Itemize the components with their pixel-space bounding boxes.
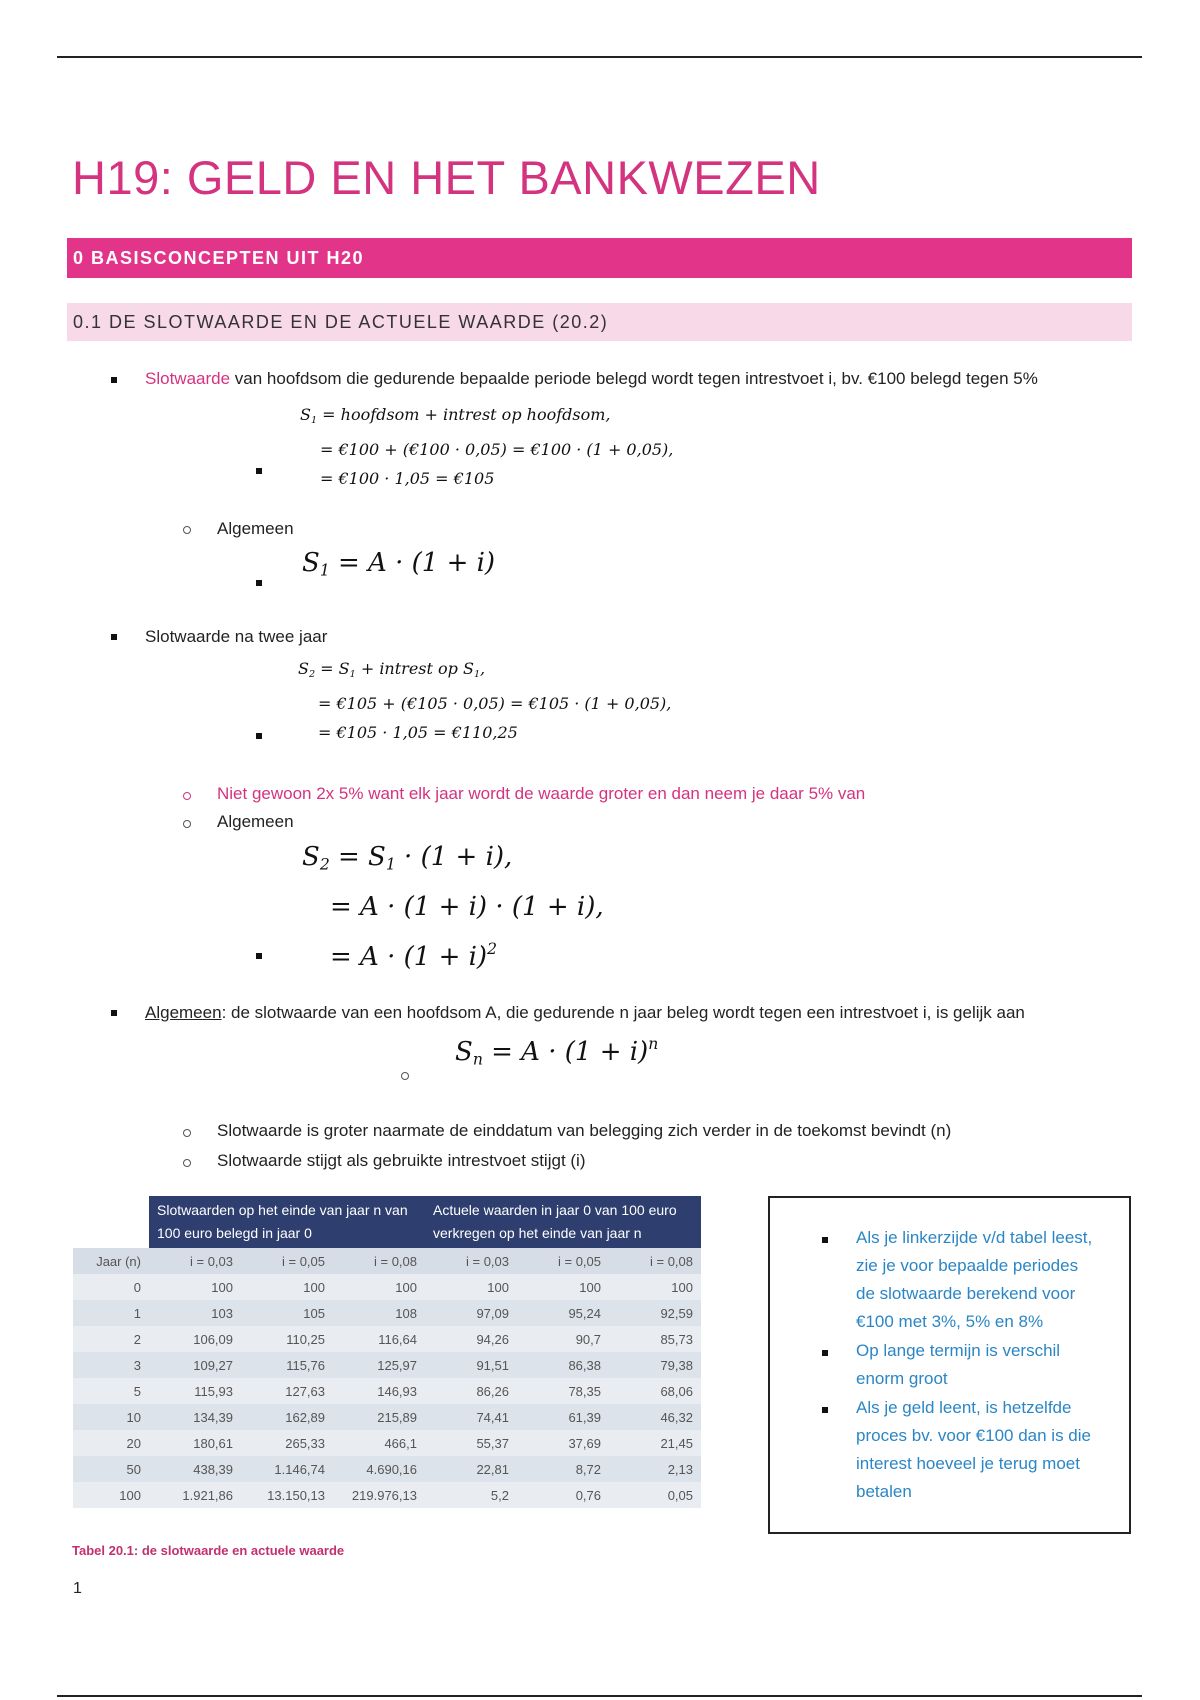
table-cell-year: 5 <box>73 1378 149 1404</box>
bullet-square <box>111 377 117 383</box>
table-corner <box>73 1196 149 1248</box>
table-cell: 116,64 <box>333 1326 425 1352</box>
bullet-circle <box>183 820 191 828</box>
table-cell: 180,61 <box>149 1430 241 1456</box>
box-line: enorm groot <box>856 1369 948 1388</box>
bullet-circle <box>183 526 191 534</box>
table-cell: 115,76 <box>241 1352 333 1378</box>
bullet-text: : de slotwaarde van een hoofdsom A, die gedurende n jaar beleg wordt tegen een intrestvoet i, is gelijk aan <box>221 1003 1025 1022</box>
sub-point-n: Slotwaarde is groter naarmate de einddatum van belegging zich verder in de toekomst bevindt (n) <box>217 1121 952 1140</box>
table-cell: 61,39 <box>517 1404 609 1430</box>
table-cell: 108 <box>333 1300 425 1326</box>
bullet-square <box>822 1237 828 1243</box>
bullet-circle <box>183 1159 191 1167</box>
bullet-square <box>256 953 262 959</box>
box-line: interest hoeveel je terug moet <box>856 1454 1080 1473</box>
table-cell-year: 3 <box>73 1352 149 1378</box>
col-header: i = 0,03 <box>149 1248 241 1274</box>
table-cell: 219.976,13 <box>333 1482 425 1508</box>
table-cell: 109,27 <box>149 1352 241 1378</box>
table-cell: 37,69 <box>517 1430 609 1456</box>
table-cell: 92,59 <box>609 1300 701 1326</box>
table-cell: 100 <box>517 1274 609 1300</box>
bullet-square <box>256 733 262 739</box>
box-line: €100 met 3%, 5% en 8% <box>856 1312 1044 1331</box>
table-row <box>73 1274 701 1300</box>
table-cell-year: 0 <box>73 1274 149 1300</box>
table-cell: 22,81 <box>425 1456 517 1482</box>
bullet-text: van hoofdsom die gedurende bepaalde periode belegd wordt tegen intrestvoet i, bv. €100 belegd tegen 5% <box>230 369 1038 388</box>
box-line: Op lange termijn is verschil <box>856 1341 1061 1360</box>
bullet-circle <box>183 1129 191 1137</box>
term-slotwaarde: Slotwaarde <box>145 369 231 388</box>
table-cell: 134,39 <box>149 1404 241 1430</box>
table-cell: 68,06 <box>609 1378 701 1404</box>
page-number: 1 <box>73 1580 82 1597</box>
bullet-square <box>111 634 117 640</box>
box-line: Als je linkerzijde v/d tabel leest, <box>856 1228 1093 1247</box>
table-cell: 86,38 <box>517 1352 609 1378</box>
table-cell: 0,05 <box>609 1482 701 1508</box>
box-line: Als je geld leent, is hetzelfde <box>856 1398 1072 1417</box>
table-cell: 91,51 <box>425 1352 517 1378</box>
col-year-header: Jaar (n) <box>73 1248 149 1274</box>
table-cell: 106,09 <box>149 1326 241 1352</box>
bullet-square <box>822 1350 828 1356</box>
formula-sn-general: $S_n = A \cdot (1 + i)^n$ <box>455 1035 659 1069</box>
table-cell: 127,63 <box>241 1378 333 1404</box>
table-row <box>73 1404 701 1430</box>
table-cell-year: 20 <box>73 1430 149 1456</box>
top-rule <box>57 56 1142 58</box>
box-line: proces bv. voor €100 dan is die <box>856 1426 1091 1445</box>
box-line: betalen <box>856 1482 912 1501</box>
table-cell: 79,38 <box>609 1352 701 1378</box>
table-cell: 2,13 <box>609 1456 701 1482</box>
bullet-algemeen <box>145 1003 1025 1023</box>
table-row <box>73 1456 701 1482</box>
table-cell: 4.690,16 <box>333 1456 425 1482</box>
pink-note: Niet gewoon 2x 5% want elk jaar wordt de waarde groter en dan neem je daar 5% van <box>217 784 866 803</box>
table-cell: 125,97 <box>333 1352 425 1378</box>
table-cell: 466,1 <box>333 1430 425 1456</box>
table-cell: 86,26 <box>425 1378 517 1404</box>
table-cell: 5,2 <box>425 1482 517 1508</box>
table-cell: 110,25 <box>241 1326 333 1352</box>
table-cell: 215,89 <box>333 1404 425 1430</box>
table-cell-year: 1 <box>73 1300 149 1326</box>
table-cell: 90,7 <box>517 1326 609 1352</box>
table-cell: 1.921,86 <box>149 1482 241 1508</box>
formula-s1-derivation: $S_1$ = hoofdsom + intrest op hoofdsom, = €100 + (€100 · 0,05) = €100 · (1 + 0,05), = €100 · 1,05 = €105 <box>300 405 674 488</box>
page-title: H19: GELD EN HET BANKWEZEN <box>72 151 821 204</box>
table-row <box>73 1300 701 1326</box>
formula-s1-general: $S_1 = A \cdot (1 + i)$ <box>302 548 496 580</box>
table-cell: 100 <box>149 1274 241 1300</box>
table-cell: 95,24 <box>517 1300 609 1326</box>
table-cell: 8,72 <box>517 1456 609 1482</box>
table-cell: 100 <box>425 1274 517 1300</box>
bullet-square <box>111 1010 117 1016</box>
table-row <box>73 1430 701 1456</box>
col-header: i = 0,08 <box>609 1248 701 1274</box>
table-cell-year: 100 <box>73 1482 149 1508</box>
sub-point-i: Slotwaarde stijgt als gebruikte intrestvoet stijgt (i) <box>217 1151 586 1170</box>
col-header: i = 0,05 <box>517 1248 609 1274</box>
col-header: i = 0,03 <box>425 1248 517 1274</box>
table-cell: 13.150,13 <box>241 1482 333 1508</box>
table-cell: 146,93 <box>333 1378 425 1404</box>
table-cell: 100 <box>609 1274 701 1300</box>
table-cell: 265,33 <box>241 1430 333 1456</box>
table-cell: 97,09 <box>425 1300 517 1326</box>
bullet-square <box>256 468 262 474</box>
formula-s2-general: $S_2 = S_1 \cdot (1 + i)$, = A · (1 + i) · (1 + i), = $A \cdot (1 + i)^2$ <box>302 842 604 972</box>
algemeen-label: Algemeen <box>217 812 294 831</box>
table-cell: 115,93 <box>149 1378 241 1404</box>
table-cell: 103 <box>149 1300 241 1326</box>
table-cell: 21,45 <box>609 1430 701 1456</box>
slotwaarde-table <box>73 1196 701 1508</box>
bullet-circle <box>183 792 191 800</box>
box-line: de slotwaarde berekend voor <box>856 1284 1076 1303</box>
table-row <box>73 1352 701 1378</box>
formula-s2-derivation: $S_2 = S_1$ + intrest op $S_1$, = €105 + (€105 · 0,05) = €105 · (1 + 0,05), = €105 · 1,05 = €110,25 <box>298 659 672 742</box>
table-cell-year: 10 <box>73 1404 149 1430</box>
table-cell: 438,39 <box>149 1456 241 1482</box>
note-box <box>768 1196 1131 1534</box>
table-cell: 1.146,74 <box>241 1456 333 1482</box>
table-cell: 78,35 <box>517 1378 609 1404</box>
table-cell: 74,41 <box>425 1404 517 1430</box>
table-cell: 100 <box>241 1274 333 1300</box>
table-cell: 162,89 <box>241 1404 333 1430</box>
table-group-header: Slotwaarden op het einde van jaar n van 100 euro belegd in jaar 0 <box>149 1196 425 1248</box>
table-row <box>73 1482 701 1508</box>
algemeen-label: Algemeen <box>217 519 294 538</box>
bullet-square <box>822 1407 828 1413</box>
bullet-circle <box>401 1072 409 1080</box>
table-cell: 0,76 <box>517 1482 609 1508</box>
col-header: i = 0,08 <box>333 1248 425 1274</box>
table-cell: 100 <box>333 1274 425 1300</box>
table-cell: 46,32 <box>609 1404 701 1430</box>
col-header: i = 0,05 <box>241 1248 333 1274</box>
bullet-twee-jaar: Slotwaarde na twee jaar <box>145 627 328 646</box>
table-caption: Tabel 20.1: de slotwaarde en actuele waarde <box>72 1543 345 1558</box>
table-cell: 85,73 <box>609 1326 701 1352</box>
table-cell-year: 2 <box>73 1326 149 1352</box>
table-subheader <box>73 1248 701 1274</box>
section-heading: 0 BASISCONCEPTEN UIT H20 <box>67 238 1132 278</box>
table-cell: 55,37 <box>425 1430 517 1456</box>
table-group-header: Actuele waarden in jaar 0 van 100 euro verkregen op het einde van jaar n <box>425 1196 701 1248</box>
table-row <box>73 1326 701 1352</box>
subsection-heading: 0.1 DE SLOTWAARDE EN DE ACTUELE WAARDE (20.2) <box>67 303 1132 341</box>
table-cell-year: 50 <box>73 1456 149 1482</box>
bullet-square <box>256 580 262 586</box>
bullet-slotwaarde <box>145 369 1038 389</box>
box-line: zie je voor bepaalde periodes <box>856 1256 1079 1275</box>
table-row <box>73 1378 701 1404</box>
bottom-rule <box>57 1695 1142 1697</box>
table-cell: 105 <box>241 1300 333 1326</box>
table-cell: 94,26 <box>425 1326 517 1352</box>
term-algemeen: Algemeen <box>145 1003 222 1022</box>
